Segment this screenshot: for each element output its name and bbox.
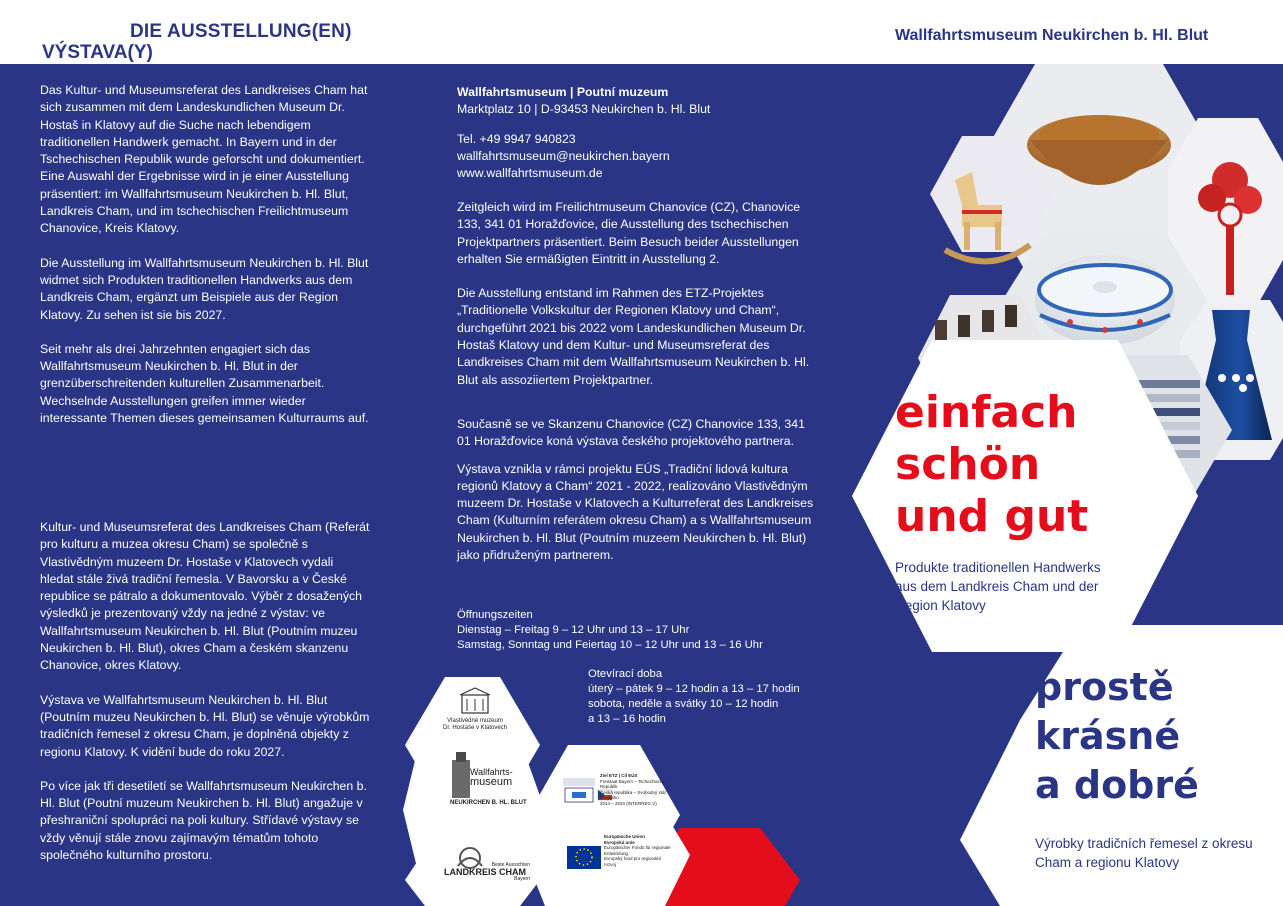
logo-cham-line-2: LANDKREIS CHAM bbox=[444, 867, 526, 877]
logo-eu-line-3: Europäischer Fonds für regionale Entwicklung bbox=[604, 845, 671, 856]
slogan-cz-line-1: prostě bbox=[1035, 665, 1174, 709]
de-info-2: Die Ausstellung entstand im Rahmen des ETZ-Projektes „Traditionelle Volkskultur der Regionen Klatovy und Cham“, durchgeführt 2021 bis 2022 vom Landeskundlichen Museum Dr. Hostaš Klatovy und dem Kultur- und Museumsreferat des Landkreises Cham mit dem Wallfahrtsmuseum Neukirchen b. Hl. Blut als assoziiertem Projektpartner. bbox=[457, 286, 810, 387]
cz-info-1: Současně se ve Skanzenu Chanovice (CZ) Chanovice 133, 341 01 Horažďovice koná výstava českého projektového partnera. bbox=[457, 417, 805, 449]
de-paragraph-2: Die Ausstellung im Wallfahrtsmuseum Neukirchen b. Hl. Blut widmet sich Produkten traditionellen Handwerks aus dem Landkreis Cham, ergänzt um Beispiele aus der Region Klatovy. Zu sehen ist sie bis 2027. bbox=[40, 255, 369, 322]
de-paragraph-3: Seit mehr als drei Jahrzehnten engagiert sich das Wallfahrtsmuseum Neukirchen b. Hl. Blut in der grenzüberschreitenden kulturellen Zusammenarbeit. Wechselnde Ausstellungen greifen immer wieder interessante Themen dieses gemeinsamen Kulturraums auf. bbox=[40, 341, 369, 426]
hours-cz-line-3: a 13 – 16 hodin bbox=[588, 713, 666, 725]
hours-de-line-2: Samstag, Sonntag und Feiertag 10 – 12 Uhr und 13 – 16 Uhr bbox=[457, 639, 763, 651]
logo-ziel-line-4: 2014 – 2020 (INTERREG V) bbox=[600, 800, 657, 806]
slogan-czech bbox=[1035, 663, 1199, 810]
de-paragraph-1: Das Kultur- und Museumsreferat des Landkreises Cham hat sich zusammen mit dem Landeskundlichen Museum Dr. Hostaš in Klatovy auf die Suche nach lebendigem traditionellen Handwerk gemacht. In Bayern und in der Tschechischen Republik wurde geforscht und dokumentiert. Eine Auswahl der Ergebnisse wird in je einer Ausstellung präsentiert: im Wallfahrtsmuseum Neukirchen b. Hl. Blut, Landkreis Cham, und im tschechischen Freilichtmuseum Chanovice, Kreis Klatovy. bbox=[40, 83, 368, 236]
hours-cz-line-2: sobota, neděle a svátky 10 – 12 hodin bbox=[588, 698, 779, 710]
logo-klatovy-line-1: Vlastivědné muzeum bbox=[447, 718, 503, 724]
column-1-german bbox=[40, 82, 370, 427]
slogan-de-line-2: schön bbox=[895, 439, 1041, 490]
cz-paragraph-1: Kultur- und Museumsreferat des Landkreises Cham (Referát pro kulturu a muzea okresu Cham) se společně s Vlastivědným muzeem Dr. Hostaše v Klatovech vydali hledat stále živá tradiční řemesla. V Bavorsku a v České republice se pátralo a dokumentovalo. Výběr z dosažených výsledků je prezentovaný vždy na jedné z výstav: ve Wallfahrtsmuseum Neukirchen b. Hl. Blut (Poutním muzeu Neukirchen b. Hl. Blut), okres Cham a českém skanzenu Chanovice, okres Klatovy. bbox=[40, 520, 370, 673]
hours-de-line-1: Dienstag – Freitag 9 – 12 Uhr und 13 – 17 Uhr bbox=[457, 624, 690, 636]
de-info-1: Zeitgleich wird im Freilichtmuseum Chanovice (CZ), Chanovice 133, 341 01 Horažďovice, die Ausstellung des tschechischen Projektpartners präsentiert. Beim Besuch beider Ausstellungen erhalten Sie ermäßigten Eintritt in Ausstellung 2. bbox=[457, 200, 801, 266]
cz-paragraph-3: Po více jak tři desetiletí se Wallfahrtsmuseum Neukirchen b. Hl. Blut (Poutní muzeum Neukirchen b. Hl. Blut) angažuje v přeshraniční spolupráci na poli kultury. Střídavé výstavy se vždy věnují stále znovu zajímavým tématům tohoto společného kulturního prostoru. bbox=[40, 778, 367, 863]
subtitle-czech: Výrobky tradičních řemesel z okresu Cham a regionu Klatovy bbox=[1035, 836, 1253, 870]
eu-flag-icon bbox=[567, 846, 601, 869]
logo-ziel-line-2: Freistaat Bayern – Tschechische Republik bbox=[600, 778, 665, 789]
title-de: DIE AUSSTELLUNG(EN) bbox=[130, 21, 352, 42]
logo-cham bbox=[440, 862, 530, 883]
contact-block bbox=[457, 84, 812, 182]
hours-cz-title: Otevírací doba bbox=[588, 668, 663, 680]
logo-museum-line-1: Wallfahrts- bbox=[470, 767, 513, 777]
logo-museum-place: NEUKIRCHEN B. HL. BLUT bbox=[450, 800, 527, 806]
column-1-czech bbox=[40, 519, 370, 864]
logo-museum-line-2: museum bbox=[470, 776, 513, 788]
logo-museum bbox=[470, 768, 540, 788]
contact-web[interactable]: www.wallfahrtsmuseum.de bbox=[457, 166, 603, 181]
slogan-de-line-1: einfach bbox=[895, 387, 1078, 438]
column-2-czech bbox=[457, 416, 817, 564]
opening-hours-cz bbox=[588, 667, 818, 727]
subtitle-german: Produkte traditionellen Handwerks aus dem Landkreis Cham und der Region Klatovy bbox=[895, 560, 1101, 613]
header-bar bbox=[0, 0, 1283, 64]
logo-ziel-line-3: Česká republika – Svobodný stát Bavorsko bbox=[600, 789, 666, 800]
slogan-cz-line-3: a dobré bbox=[1035, 763, 1199, 807]
contact-address: Marktplatz 10 | D-93453 Neukirchen b. Hl. Blut bbox=[457, 102, 711, 117]
logo-eu-line-2: Evropská unie bbox=[604, 839, 635, 845]
cz-paragraph-2: Výstava ve Wallfahrtsmuseum Neukirchen b. Hl. Blut (Poutním muzeu Neukirchen b. Hl. Blut) se věnuje výrobkům tradičních řemesel z okresu Cham, je doplněná objekty z regionu Klatovy. K vidění bude do roku 2027. bbox=[40, 692, 370, 759]
logo-ziel-line-1: Ziel ETZ | Cíl EÚS bbox=[600, 773, 638, 778]
logo-ziel bbox=[600, 773, 670, 806]
contact-email[interactable]: wallfahrtsmuseum@neukirchen.bayern bbox=[457, 148, 670, 163]
hours-de-title: Öffnungszeiten bbox=[457, 609, 533, 621]
logo-eu bbox=[604, 834, 674, 867]
title-cz: VÝSTAVA(Y) bbox=[42, 42, 153, 63]
logo-cham-line-3: Bayern bbox=[514, 876, 530, 882]
opening-hours-de bbox=[457, 608, 817, 653]
column-2-german bbox=[457, 199, 812, 389]
contact-phone: Tel. +49 9947 940823 bbox=[457, 131, 576, 146]
logo-klatovy-line-2: Dr. Hostaše v Klatovech bbox=[442, 725, 508, 731]
slogan-german bbox=[895, 387, 1088, 543]
museum-title: Wallfahrtsmuseum Neukirchen b. Hl. Blut bbox=[895, 27, 1209, 44]
logo-cham-line-1: Beste Aussichten bbox=[491, 862, 530, 868]
logo-klatovy bbox=[430, 718, 520, 732]
logo-eu-line-1: Europäische Union bbox=[604, 834, 646, 839]
slogan-cz-line-2: krásné bbox=[1035, 714, 1181, 758]
cz-info-2: Výstava vznikla v rámci projektu EÚS „Tradiční lidová kultura regionů Klatovy a Cham“ 2021 - 2022, realizováno Vlastivědným muzeem Dr. Hostaše v Klatovech a Kulturreferat des Landkreises Cham (Kulturním referátem okresu Cham) a s Wallfahrtsmuseum Neukirchen b. Hl. Blut (Poutním muzeem Neukirchen b. Hl. Blut) jako přidruženým partnerem. bbox=[457, 461, 814, 563]
hours-cz-line-1: úterý – pátek 9 – 12 hodin a 13 – 17 hodin bbox=[588, 683, 800, 695]
slogan-de-line-3: und gut bbox=[895, 491, 1089, 542]
logo-eu-line-4: Evropský fond pro regionální rozvoj bbox=[604, 856, 662, 867]
contact-name: Wallfahrtsmuseum | Poutní muzeum bbox=[457, 85, 669, 99]
